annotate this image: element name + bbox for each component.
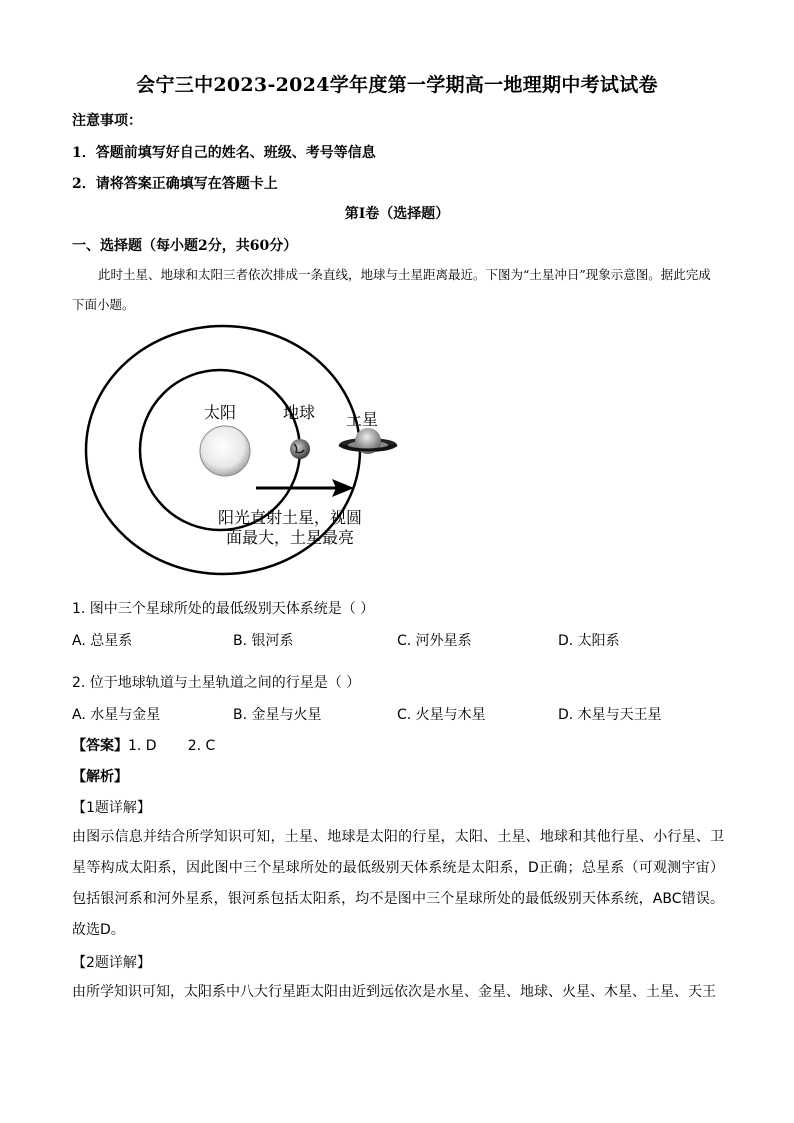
sun-icon [200,426,250,476]
earth-label: 地球 [283,403,316,422]
analysis-label: 【解析】 [72,769,128,785]
notice-item-2: 2．请将答案正确填写在答题卡上 [72,176,278,192]
detail-1-text: 由图示信息并结合所学知识可知，土星、地球是太阳的行星，太阳、土星、地球和其他行星、小行星、卫星等构成太阳系，因此图中三个星球所处的最低级别天体系统是太阳系，D正确；总星系（可观测宇宙）包括银河系和河外星系，银河系包括太阳系，均不是图中三个星球所处的最低级别天体系统，ABC错误。故选D。 [72,829,724,938]
saturn-label: 土星 [346,410,379,429]
detail-1-label: 【1题详解】 [72,800,151,816]
exam-title: 会宁三中2023-2024学年度第一学期高一地理期中考试试卷 [136,74,658,96]
notice-heading: 注意事项： [72,113,142,129]
q2-option-b[interactable]: B. 金星与火星 [233,707,322,723]
question-2-stem: 2. 位于地球轨道与土星轨道之间的行星是（ ） [72,675,361,691]
q2-option-d[interactable]: D. 木星与天王星 [558,707,662,723]
notice-item-1: 1．答题前填写好自己的姓名、班级、考号等信息 [72,145,376,161]
volume-heading: 第I卷（选择题） [344,206,450,222]
q2-option-c[interactable]: C. 火星与木星 [397,707,486,723]
q1-option-c[interactable]: C. 河外星系 [397,633,472,649]
question-1-stem: 1. 图中三个星球所处的最低级别天体系统是（ ） [72,601,375,617]
answer-label: 【答案】 [72,738,128,754]
q1-option-a[interactable]: A. 总星系 [72,633,133,649]
q1-option-b[interactable]: B. 银河系 [233,633,294,649]
answer-line [72,735,215,755]
detail-2-label: 【2题详解】 [72,955,151,971]
caption-line-1: 阳光直射土星，视圆 [218,508,363,527]
answer-text: 1. D 2. C [128,738,216,754]
q1-option-d[interactable]: D. 太阳系 [558,633,620,649]
detail-2-text: 由所学知识可知，太阳系中八大行星距太阳由近到远依次是水星、金星、地球、火星、木星、土星、天王 [72,984,716,1000]
intro-paragraph: 此时土星、地球和太阳三者依次排成一条直线，地球与土星距离最近。下图为“土星冲日”现象示意图。据此完成下面小题。 [72,267,711,312]
caption-line-2: 面最大，土星最亮 [226,528,355,547]
earth-icon [290,439,310,459]
section-heading: 一、选择题（每小题2分，共60分） [72,238,298,254]
q2-option-a[interactable]: A. 水星与金星 [72,707,161,723]
sun-label: 太阳 [204,403,237,422]
saturn-icon [339,428,397,454]
saturn-opposition-diagram [78,320,408,585]
